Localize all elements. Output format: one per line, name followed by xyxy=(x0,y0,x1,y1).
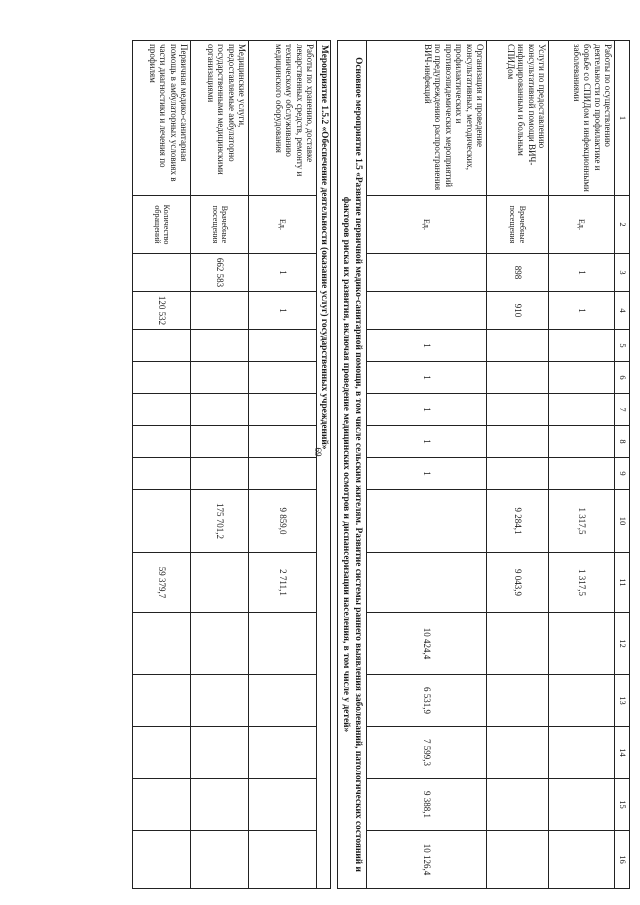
sub-heading: Мероприятие 1.5.2 «Обеспечение деятельности (оказание услуг) государственных учреждений» xyxy=(317,41,331,889)
value-cell: 7 599,3 xyxy=(367,727,487,779)
col-header: 2 xyxy=(615,196,630,254)
value-cell xyxy=(487,394,549,426)
value-cell xyxy=(249,831,317,889)
value-cell xyxy=(133,490,191,553)
table-row xyxy=(487,41,549,889)
value-cell xyxy=(133,779,191,831)
unit-cell: Ед. xyxy=(549,196,615,254)
value-cell: 1 xyxy=(367,362,487,394)
value-cell xyxy=(487,426,549,458)
value-cell xyxy=(133,330,191,362)
value-cell xyxy=(191,831,249,889)
section-heading-row xyxy=(337,41,366,889)
section-heading: Основное мероприятие 1.5 «Развитие первичной медико-санитарной помощи, в том числе сельским жителям. Развитие системы раннего выявления заболеваний, патологических состояний и факторов риска их развития, включая проведение медицинских осмотров и диспансеризации населения, в том числе у детей» xyxy=(337,41,366,889)
value-cell: 6 531,9 xyxy=(367,675,487,727)
service-name: Работы по хранению, доставке лекарственных средств, ремонту и техническому обслуживанию медицинского оборудования xyxy=(249,41,317,196)
value-cell xyxy=(133,426,191,458)
table-row xyxy=(191,41,249,889)
value-cell xyxy=(549,779,615,831)
value-cell: 1 317,5 xyxy=(549,553,615,613)
value-cell xyxy=(487,613,549,675)
unit-cell: Врачебные посещения xyxy=(191,196,249,254)
col-header: 1 xyxy=(615,41,630,196)
rotated-page-content xyxy=(48,40,630,880)
value-cell xyxy=(549,330,615,362)
sub-heading-row xyxy=(317,41,331,889)
value-cell xyxy=(549,613,615,675)
value-cell: 898 xyxy=(487,254,549,292)
col-header: 5 xyxy=(615,330,630,362)
value-cell: 120 532 xyxy=(133,292,191,330)
value-cell: 910 xyxy=(487,292,549,330)
value-cell xyxy=(487,458,549,490)
value-cell xyxy=(191,426,249,458)
value-cell xyxy=(133,394,191,426)
col-header: 16 xyxy=(615,831,630,889)
value-cell xyxy=(249,394,317,426)
value-cell: 1 317,5 xyxy=(549,490,615,553)
col-header: 11 xyxy=(615,553,630,613)
col-header: 6 xyxy=(615,362,630,394)
value-cell xyxy=(133,254,191,292)
value-cell xyxy=(249,426,317,458)
value-cell xyxy=(249,675,317,727)
value-cell: 1 xyxy=(367,330,487,362)
value-cell: 175 701,2 xyxy=(191,490,249,553)
value-cell xyxy=(191,458,249,490)
column-number-header-row xyxy=(615,41,630,889)
value-cell: 9 388,1 xyxy=(367,779,487,831)
value-cell xyxy=(549,727,615,779)
table-row xyxy=(367,41,487,889)
value-cell xyxy=(191,779,249,831)
spacer-cell xyxy=(330,41,337,889)
value-cell xyxy=(487,330,549,362)
value-cell xyxy=(191,362,249,394)
value-cell xyxy=(249,362,317,394)
value-cell xyxy=(249,779,317,831)
value-cell xyxy=(549,675,615,727)
value-cell: 9 859,0 xyxy=(249,490,317,553)
service-name: Услуги по предоставлению консультативной помощи ВИЧ-инфицированным и больным СПИДом xyxy=(487,41,549,196)
value-cell: 1 xyxy=(249,292,317,330)
value-cell xyxy=(249,727,317,779)
value-cell xyxy=(191,330,249,362)
unit-cell: Ед. xyxy=(367,196,487,254)
value-cell xyxy=(191,292,249,330)
service-name: Первичная медико-санитарная помощь в амбулаторных условиях в части диагностики и лечения по профилям xyxy=(133,41,191,196)
value-cell xyxy=(549,362,615,394)
unit-cell: Врачебные посещения xyxy=(487,196,549,254)
value-cell xyxy=(133,362,191,394)
value-cell: 1 xyxy=(367,458,487,490)
value-cell xyxy=(367,254,487,292)
value-cell: 10 424,4 xyxy=(367,613,487,675)
col-header: 14 xyxy=(615,727,630,779)
value-cell xyxy=(249,458,317,490)
value-cell xyxy=(367,553,487,613)
service-name: Работы по осуществлению деятельности по профилактике и борьбе со СПИДом и инфекционными заболеваниями xyxy=(549,41,615,196)
value-cell xyxy=(487,831,549,889)
col-header: 15 xyxy=(615,779,630,831)
col-header: 4 xyxy=(615,292,630,330)
value-cell xyxy=(367,292,487,330)
col-header: 7 xyxy=(615,394,630,426)
value-cell: 1 xyxy=(367,426,487,458)
value-cell xyxy=(191,613,249,675)
value-cell xyxy=(191,394,249,426)
value-cell xyxy=(487,675,549,727)
value-cell: 1 xyxy=(249,254,317,292)
table-row xyxy=(549,41,615,889)
spacer-row xyxy=(330,41,337,889)
value-cell: 9 284,1 xyxy=(487,490,549,553)
value-cell xyxy=(549,426,615,458)
value-cell: 1 xyxy=(367,394,487,426)
value-cell: 10 126,4 xyxy=(367,831,487,889)
services-table xyxy=(132,40,630,889)
value-cell xyxy=(549,394,615,426)
unit-cell: Количество обращений xyxy=(133,196,191,254)
value-cell xyxy=(133,458,191,490)
value-cell xyxy=(249,613,317,675)
col-header: 9 xyxy=(615,458,630,490)
value-cell xyxy=(249,330,317,362)
value-cell xyxy=(367,490,487,553)
unit-cell: Ед. xyxy=(249,196,317,254)
col-header: 3 xyxy=(615,254,630,292)
value-cell xyxy=(133,727,191,779)
col-header: 12 xyxy=(615,613,630,675)
table-row xyxy=(133,41,191,889)
value-cell xyxy=(549,458,615,490)
value-cell xyxy=(191,727,249,779)
col-header: 13 xyxy=(615,675,630,727)
value-cell xyxy=(191,553,249,613)
value-cell xyxy=(133,831,191,889)
service-name: Медицинские услуги, предоставляемые амбулаторно государственными медицинскими организациями xyxy=(191,41,249,196)
value-cell xyxy=(133,613,191,675)
value-cell xyxy=(487,362,549,394)
value-cell xyxy=(549,831,615,889)
value-cell: 59 379,7 xyxy=(133,553,191,613)
col-header: 10 xyxy=(615,490,630,553)
col-header: 8 xyxy=(615,426,630,458)
value-cell xyxy=(487,727,549,779)
page-number: 69 xyxy=(313,447,323,457)
value-cell: 2 711,1 xyxy=(249,553,317,613)
service-name: Организация и проведение консультативных, методических, профилактических и противоэпидемических мероприятий по предупреждению распространения ВИЧ-инфекций xyxy=(367,41,487,196)
value-cell: 1 xyxy=(549,254,615,292)
value-cell: 1 xyxy=(549,292,615,330)
value-cell: 9 043,9 xyxy=(487,553,549,613)
value-cell xyxy=(487,779,549,831)
value-cell xyxy=(191,675,249,727)
table-row xyxy=(249,41,317,889)
value-cell: 662 583 xyxy=(191,254,249,292)
value-cell xyxy=(133,675,191,727)
